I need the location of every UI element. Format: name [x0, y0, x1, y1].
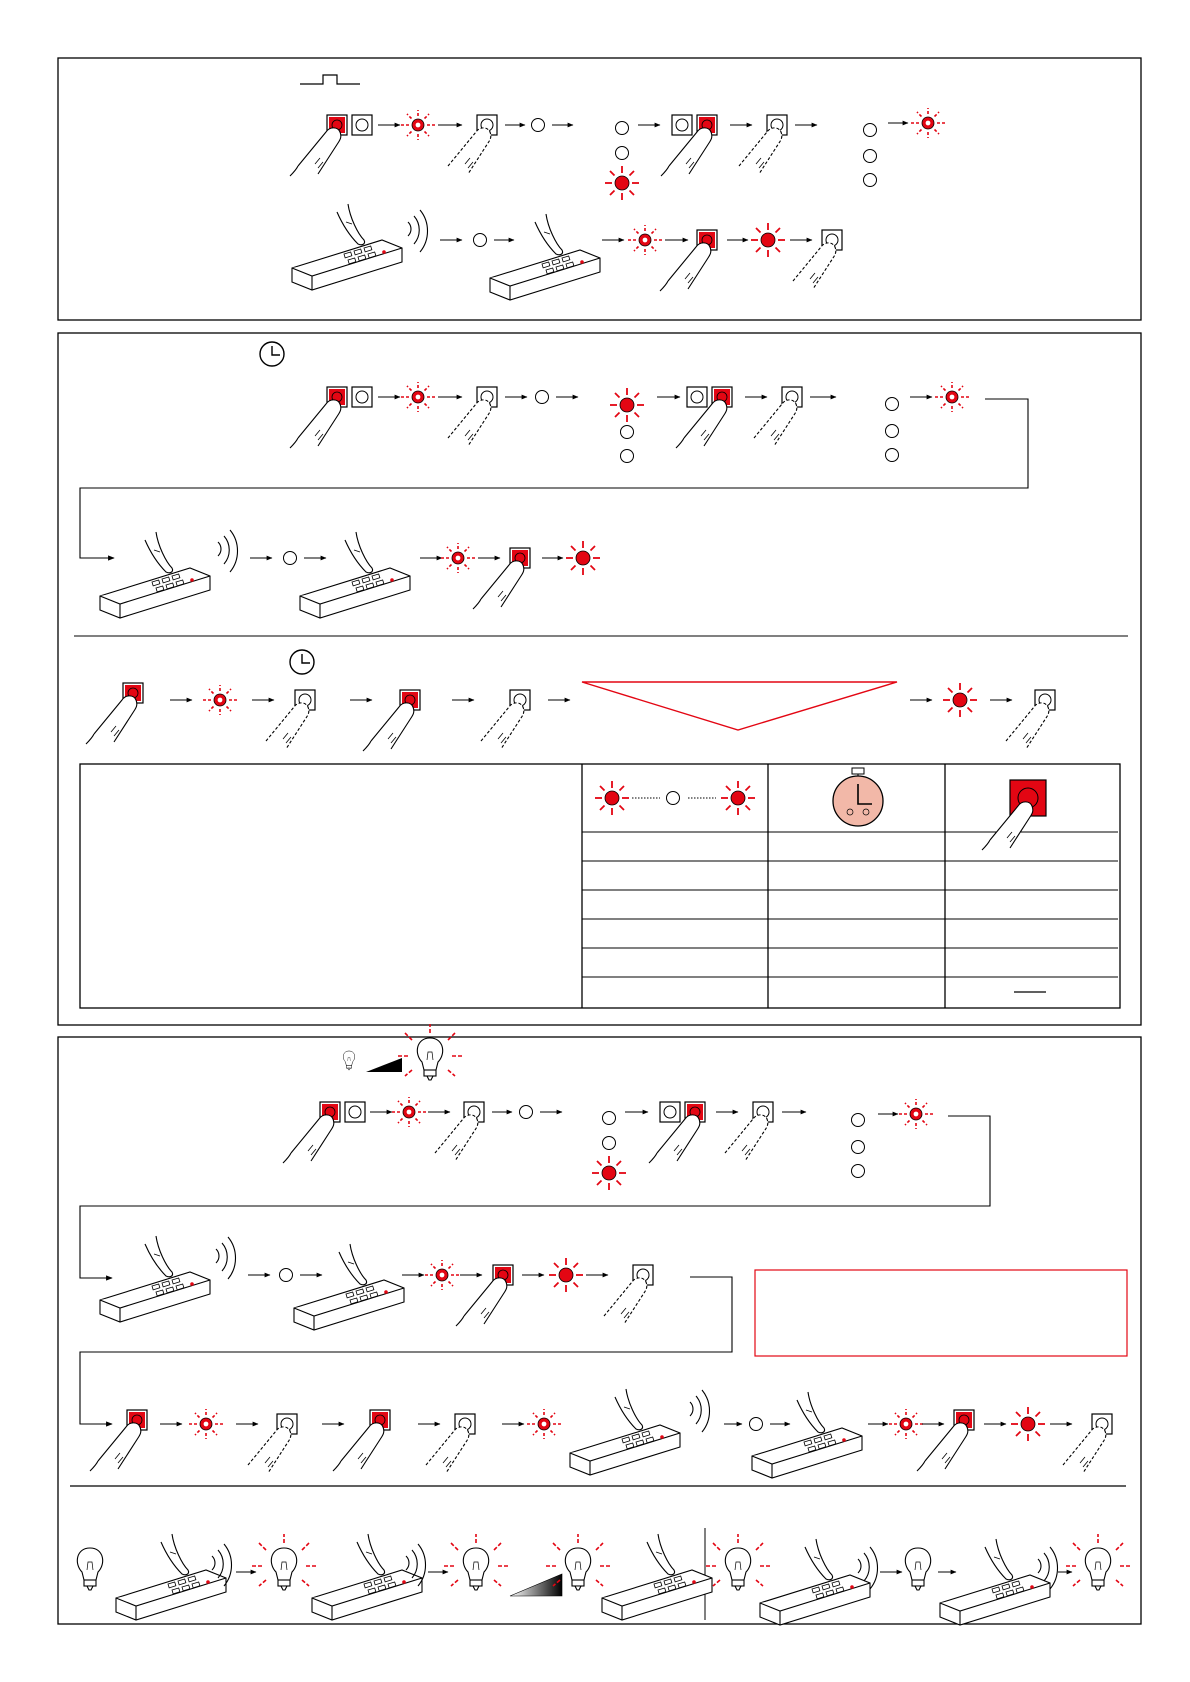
- timing-table: [80, 764, 1120, 1008]
- panel-2: [58, 333, 1141, 1025]
- pushbutton-symbol-icon: [300, 75, 360, 84]
- panel-3-row-2: [80, 1236, 1127, 1424]
- table-header-led-sequence: [595, 781, 755, 815]
- red-triangle-placeholder: [582, 682, 897, 730]
- panel-3-row-1: [80, 1097, 990, 1278]
- panel-1-row-1: [290, 108, 945, 200]
- panel-2-row-2: [100, 530, 600, 618]
- stopwatch-icon: [833, 768, 883, 826]
- dimmer-header-icons: [343, 1024, 462, 1080]
- dimmer-ramp-icon: [366, 1058, 402, 1072]
- panel-1-row-2: [292, 204, 842, 300]
- panel-2-row-1: [80, 382, 1028, 558]
- panel-3-row-3: [90, 1389, 1112, 1478]
- panel-2-row-3: [86, 682, 1055, 751]
- clock-icon: [260, 342, 284, 366]
- panel-3-row-4: [77, 1534, 1130, 1625]
- table-header-button-press: [982, 780, 1046, 850]
- panel-3: [58, 1037, 1141, 1624]
- note-box: [755, 1270, 1127, 1356]
- panel-1: [58, 58, 1141, 320]
- clock-icon: [290, 650, 314, 674]
